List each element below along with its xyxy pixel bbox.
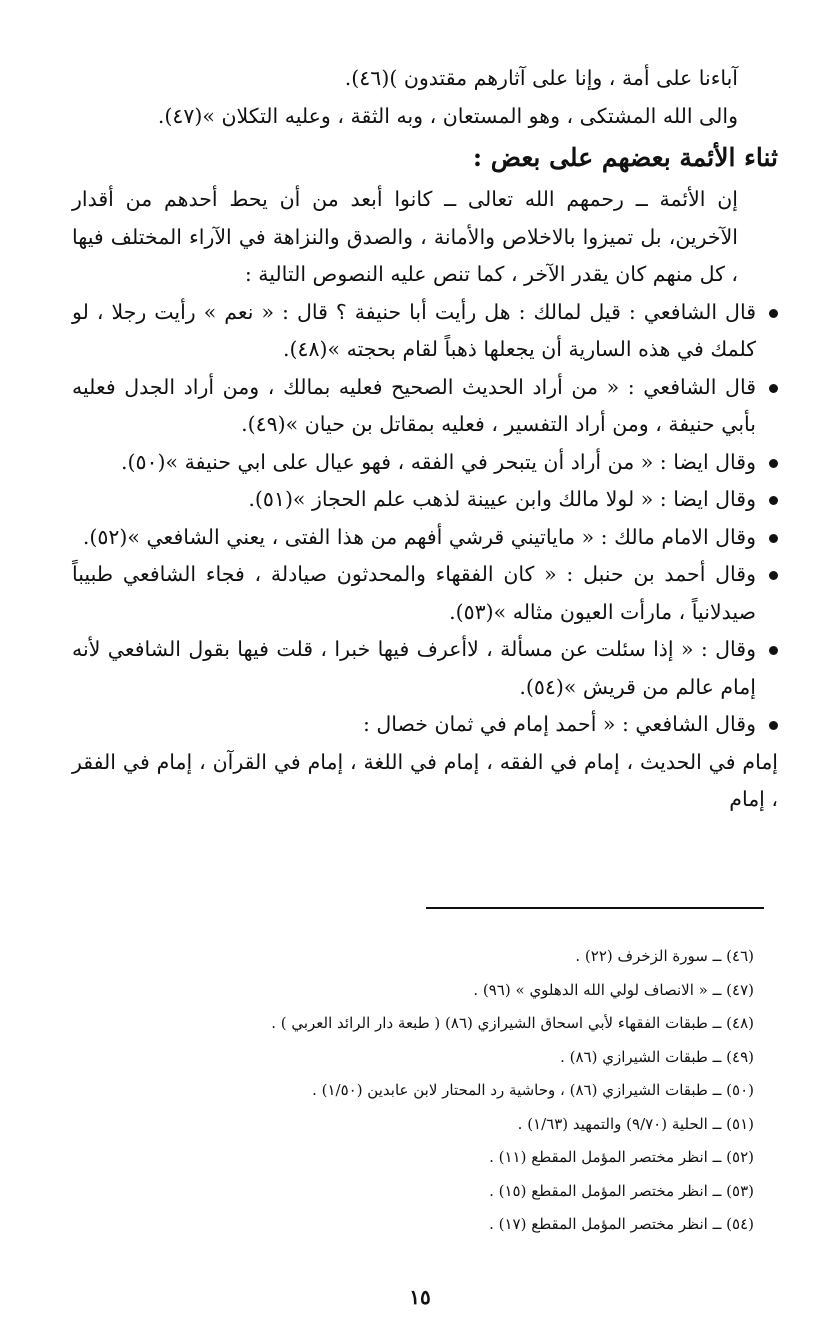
footnote-50: (٥٠) ــ طبقات الشيرازي (٨٦) ، وحاشية رد المحتار لابن عابدين (١/٥٠) .: [312, 1081, 754, 1099]
quote-question: وقال : « إذا سئلت عن مسألة ، لاأعرف فيها خبرا ، قلت فيها بقول الشافعي لأنه إمام عالم من قريش »(٥٤).: [72, 631, 778, 706]
intro-paragraph: إن الأئمة ــ رحمهم الله تعالى ــ كانوا أبعد من أن يحط أحدهم من أقدار الآخرين، بل تميزوا بالاخلاص والأمانة ، والصدق والنزاهة في الآراء المختلف فيها ، كل منهم كان يقدر الآخر ، كما تنص عليه النصوص التالية :: [72, 187, 738, 286]
main-text: [72, 60, 778, 819]
footnotes: [134, 940, 754, 1242]
quote-shafii-malik: قال الشافعي : قيل لمالك : هل رأيت أبا حنيفة ؟ قال : « نعم » رأيت رجلا ، لو كلمك في هذه السارية أن يجعلها ذهباً لقام بحجته »(٤٨).: [72, 294, 778, 369]
footnote-53: (٥٣) ــ انظر مختصر المؤمل المقطع (١٥) .: [489, 1181, 754, 1200]
section-heading: ثناء الأئمة بعضهم على بعض :: [472, 143, 778, 172]
footnote-49: (٤٩) ــ طبقات الشيرازي (٨٦) .: [560, 1047, 754, 1066]
page-number: ١٥: [409, 1285, 431, 1309]
quote-malik: وقال الامام مالك : « ماياتيني قرشي أفهم من هذا الفتى ، يعني الشافعي »(٥٢).: [72, 519, 778, 557]
body-last-line: إمام في الحديث ، إمام في الفقه ، إمام في اللغة ، إمام في القرآن ، إمام في الفقر ، إمام: [72, 749, 778, 811]
footnote-52: (٥٢) ــ انظر مختصر المؤمل المقطع (١١) .: [489, 1148, 754, 1166]
footnote-51: (٥١) ــ الحلية (٩/٧٠) والتمهيد (١/٦٣) .: [517, 1114, 754, 1133]
footnote-48: (٤٨) ــ طبقات الفقهاء لأبي اسحاق الشيرازي (٨٦) ( طبعة دار الرائد العربي ) .: [271, 1014, 754, 1032]
quote-hijaz: وقال ايضا : « لولا مالك وابن عيينة لذهب علم الحجاز »(٥١).: [72, 481, 778, 519]
footnote-54: (٥٤) ــ انظر مختصر المؤمل المقطع (١٧) .: [489, 1215, 754, 1233]
footnote-divider: [426, 907, 764, 909]
body-line-1: آباءنا على أمة ، وإنا على آثارهم مقتدون )(٤٦).: [344, 66, 738, 90]
quote-ahmad: وقال أحمد بن حنبل : « كان الفقهاء والمحدثون صيادلة ، فجاء الشافعي طبيباً صيدلانياً ، مارأت العيون مثاله »(٥٣).: [72, 556, 778, 631]
footnote-46: (٤٦) ــ سورة الزخرف (٢٢) .: [575, 947, 754, 965]
body-line-2: والى الله المشتكى ، وهو المستعان ، وبه الثقة ، وعليه التكلان »(٤٧).: [157, 103, 738, 128]
quote-fiqh: وقال ايضا : « من أراد أن يتبحر في الفقه ، فهو عيال على ابي حنيفة »(٥٠).: [72, 444, 778, 482]
quote-shafii-hadith: قال الشافعي : « من أراد الحديث الصحيح فعليه بمالك ، ومن أراد الجدل فعليه بأبي حنيفة ، ومن أراد التفسير ، فعليه بمقاتل بن حيان »(٤٩).: [72, 369, 778, 444]
quote-ahmad-imam: وقال الشافعي : « أحمد إمام في ثمان خصال :: [72, 706, 778, 744]
footnote-47: (٤٧) ــ « الانصاف لولي الله الدهلوي » (٩٦) .: [473, 980, 754, 999]
